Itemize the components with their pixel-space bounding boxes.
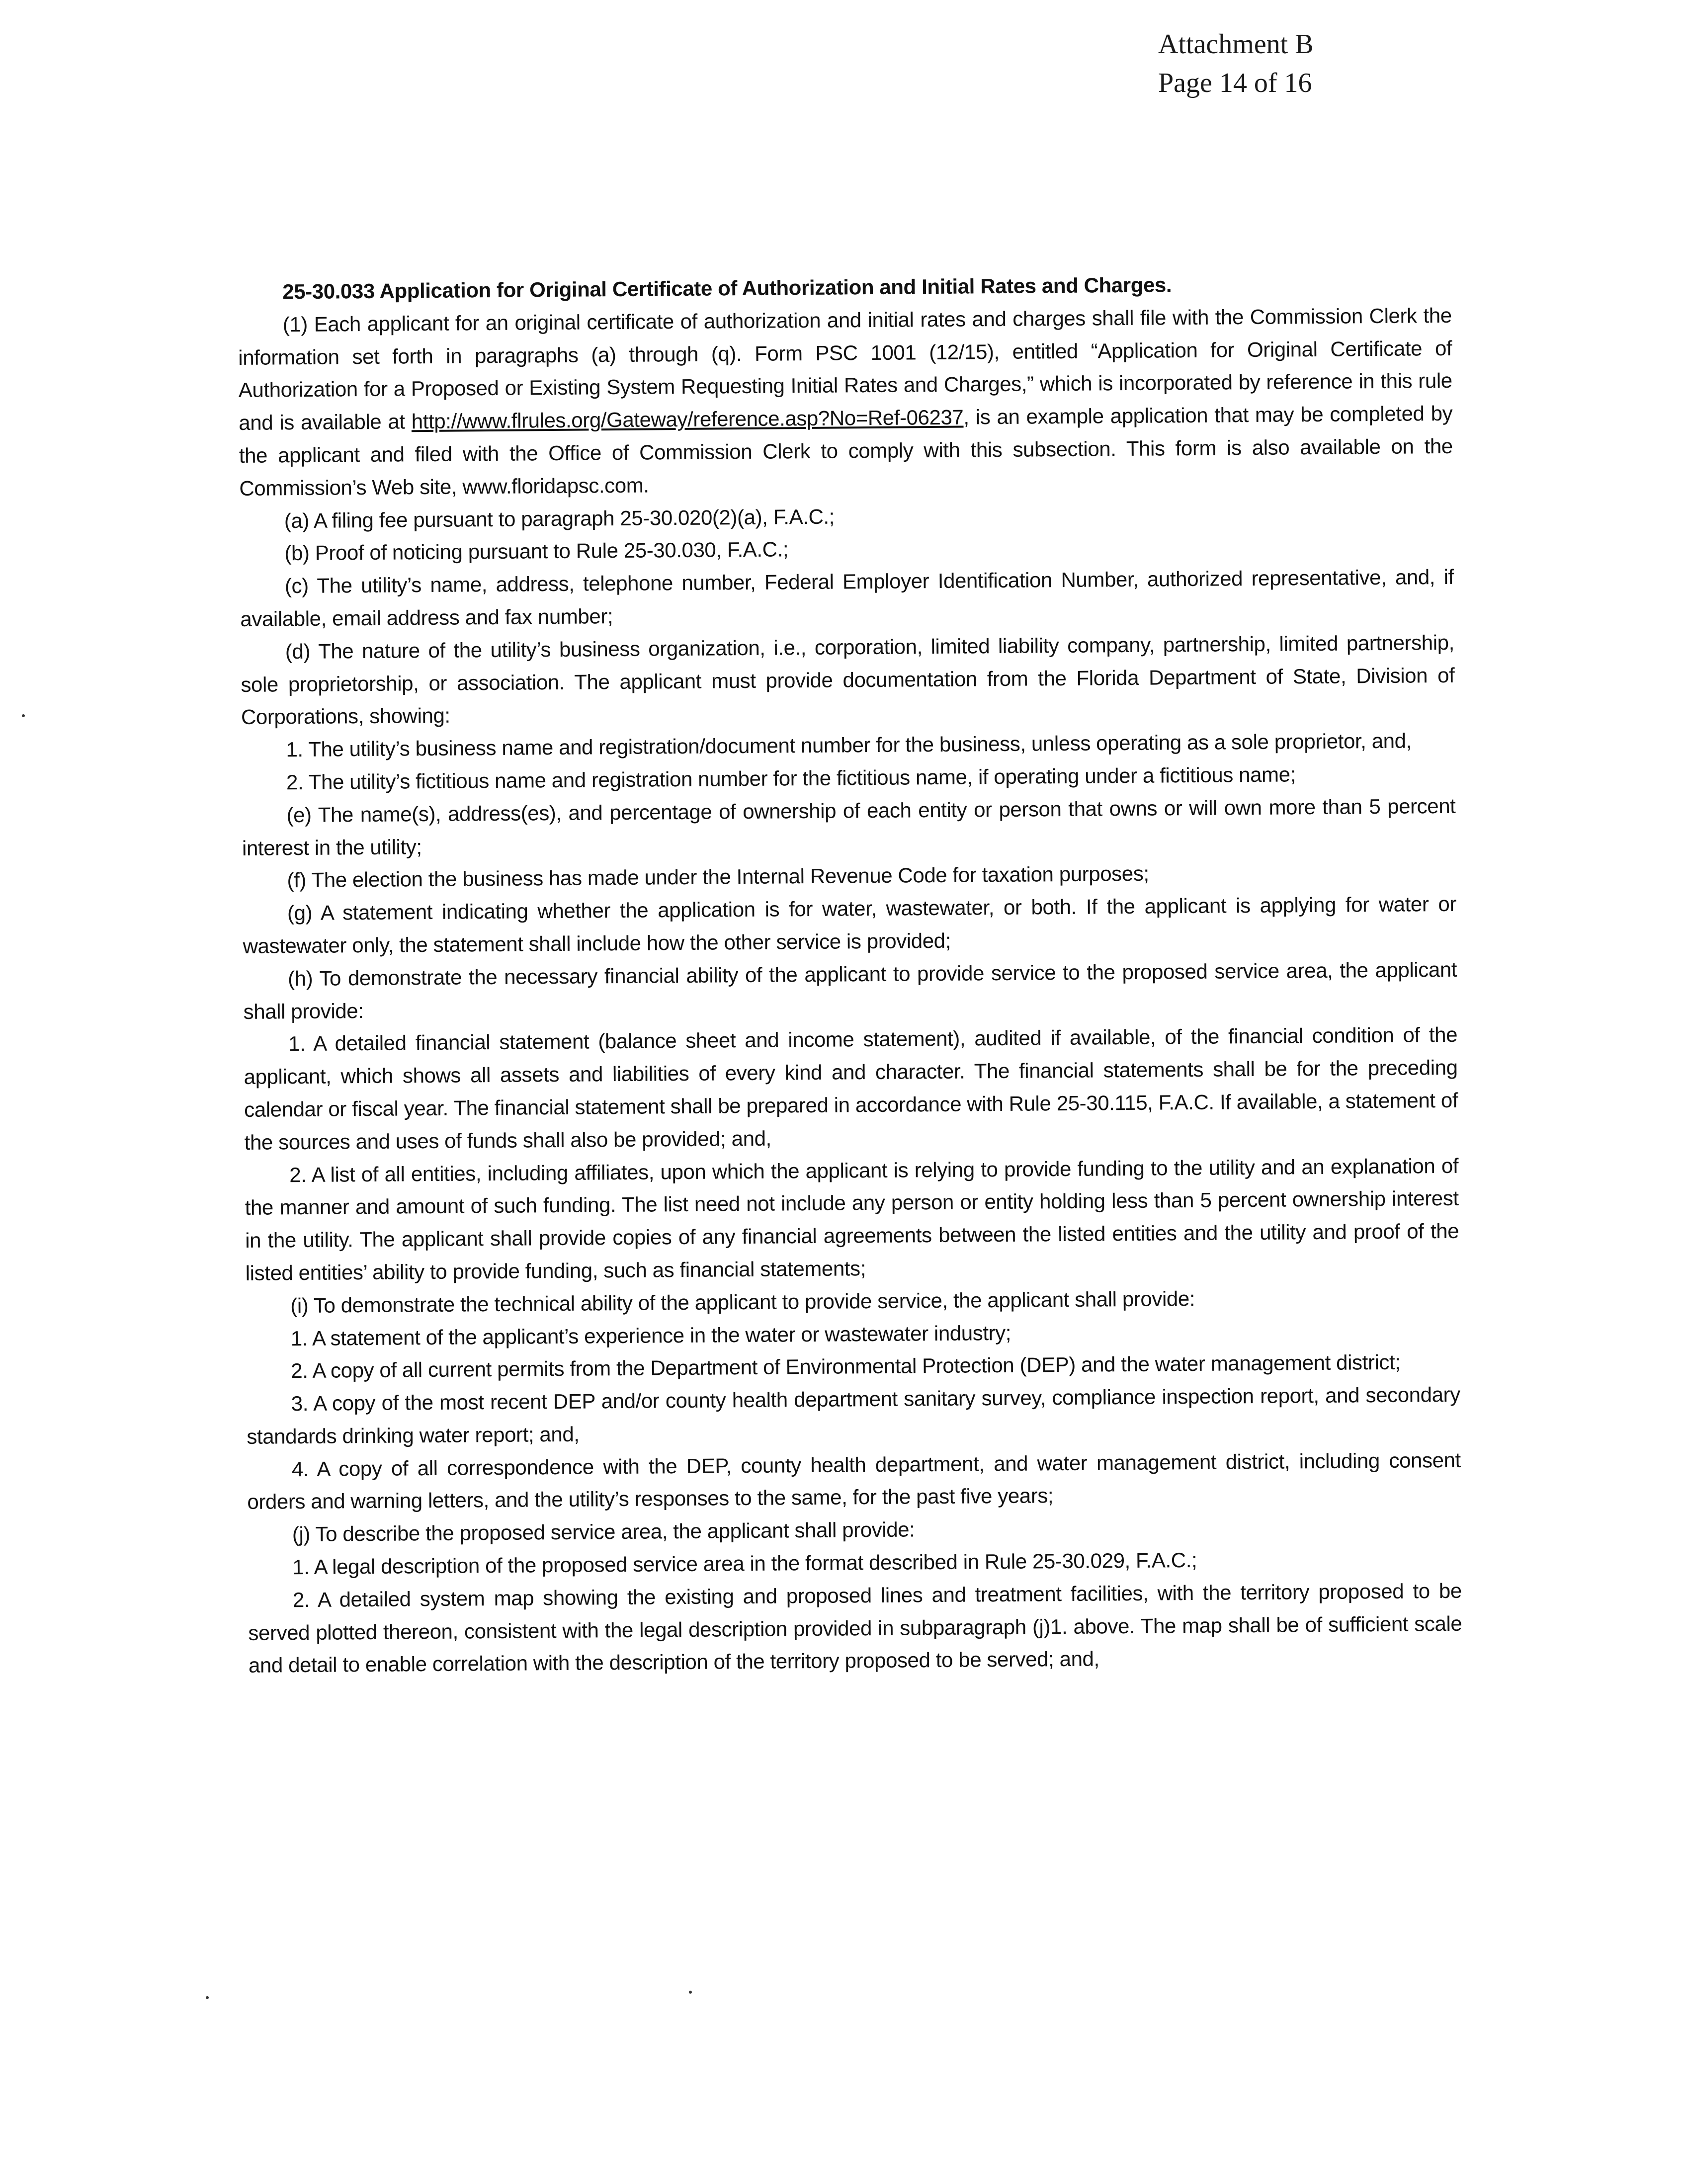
paragraph-b: (b) Proof of noticing pursuant to Rule 25-30.030, F.A.C.; (284, 537, 789, 565)
paragraph-i-3: 3. A copy of the most recent DEP and/or county health department sanitary survey, compliance inspection report, and secondary standards drinking water report; and, (247, 1382, 1460, 1448)
form-reference-link[interactable]: http://www.flrules.org/Gateway/reference.asp?No=Ref-06237 (411, 405, 964, 433)
page-number: Page 14 of 16 (1158, 68, 1312, 98)
paragraph-i-1: 1. A statement of the applicant’s experience in the water or wastewater industry; (290, 1321, 1011, 1350)
intro-paragraph (238, 299, 1453, 505)
paragraph-j: (j) To describe the proposed service area, the applicant shall provide: (292, 1517, 915, 1546)
rule-title: 25-30.033 Application for Original Certificate of Authorization and Initial Rates and Charges. (282, 273, 1172, 304)
attachment-label: Attachment B (1158, 29, 1314, 60)
paragraph-a: (a) A filing fee pursuant to paragraph 25-30.020(2)(a), F.A.C.; (284, 504, 835, 532)
paragraph-j-1: 1. A legal description of the proposed service area in the format described in Rule 25-30.029, F.A.C.; (292, 1548, 1197, 1579)
paragraph-d-1: 1. The utility’s business name and registration/document number for the business, unless operating as a sole proprietor, and, (286, 729, 1412, 761)
scan-speck (22, 714, 25, 717)
paragraph-h: (h) To demonstrate the necessary financial ability of the applicant to provide service to the proposed service area, the applicant shall provide: (243, 957, 1457, 1023)
paragraph-c: (c) The utility’s name, address, telephone number, Federal Employer Identification Number, authorized representative, and, if available, email address and fax number; (240, 565, 1454, 631)
paragraph-d: (d) The nature of the utility’s business organization, i.e., corporation, limited liability company, partnership, limited partnership, sole proprietorship, or association. The applicant must provide documentation from the Florida Department of State, Division of Corporations, showing: (241, 630, 1455, 729)
paragraph-g: (g) A statement indicating whether the application is for water, wastewater, or both. If the applicant is applying for water or wastewater only, the statement shall include how the other service is provided; (243, 892, 1457, 958)
paragraph-i-4: 4. A copy of all correspondence with the DEP, county health department, and water management district, including consent orders and warning letters, and the utility’s responses to the same, for the past five years; (247, 1448, 1461, 1514)
intro-text-after-link: , is an example application that may be completed by the applicant and filed with the Office of Commission Clerk to comply with this subsection. This form is also available on the Commission’s Web site, www.floridapsc.com. (239, 401, 1453, 500)
paragraph-i: (i) To demonstrate the technical ability of the applicant to provide service, the applicant shall provide: (290, 1286, 1195, 1317)
scan-speck (689, 1991, 692, 1994)
paragraph-j-2: 2. A detailed system map showing the existing and proposed lines and treatment facilities, with the territory proposed to be served plotted thereon, consistent with the legal description provided in subparagraph (j)1. above. The map shall be of sufficient scale and detail to enable correlation with the description of the territory proposed to be served; and, (248, 1579, 1462, 1678)
intro-text-before-link: (1) Each applicant for an original certificate of authorization and initial rates and charges shall file with the Commission Clerk the information set forth in paragraphs (a) through (q). Form PSC 1001 (12/15), entitled “Application for Original Certificate of Authorization for a Proposed or Existing System Requesting Initial Rates and Charges,” which is incorporated by reference in this rule and is available at (238, 303, 1452, 435)
rule-text (238, 266, 1462, 1682)
paragraph-h-2: 2. A list of all entities, including affiliates, upon which the applicant is relying to provide funding to the utility and an explanation of the manner and amount of such funding. The list need not include any person or entity holding less than 5 percent ownership interest in the utility. The applicant shall provide copies of any financial agreements between the listed entities and the utility and proof of the listed entities’ ability to provide funding, such as financial statements; (245, 1154, 1459, 1285)
page-header (1158, 25, 1314, 102)
paragraph-e: (e) The name(s), address(es), and percentage of ownership of each entity or person that owns or will own more than 5 percent interest in the utility; (242, 794, 1456, 860)
paragraph-h-1: 1. A detailed financial statement (balance sheet and income statement), audited if available, of the financial condition of the applicant, which shows all assets and liabilities of every kind and character. The financial statements shall be for the preceding calendar or fiscal year. The financial statement shall be prepared in accordance with Rule 25-30.115, F.A.C. If available, a statement of the sources and uses of funds shall also be provided; and, (244, 1023, 1458, 1154)
paragraph-i-2: 2. A copy of all current permits from the Department of Environmental Protection (DEP) and the water management district; (291, 1350, 1401, 1383)
paragraph-d-2: 2. The utility’s fictitious name and registration number for the fictitious name, if operating under a fictitious name; (286, 762, 1296, 794)
scan-speck (206, 1996, 209, 1999)
paragraph-f: (f) The election the business has made under the Internal Revenue Code for taxation purposes; (287, 861, 1149, 892)
